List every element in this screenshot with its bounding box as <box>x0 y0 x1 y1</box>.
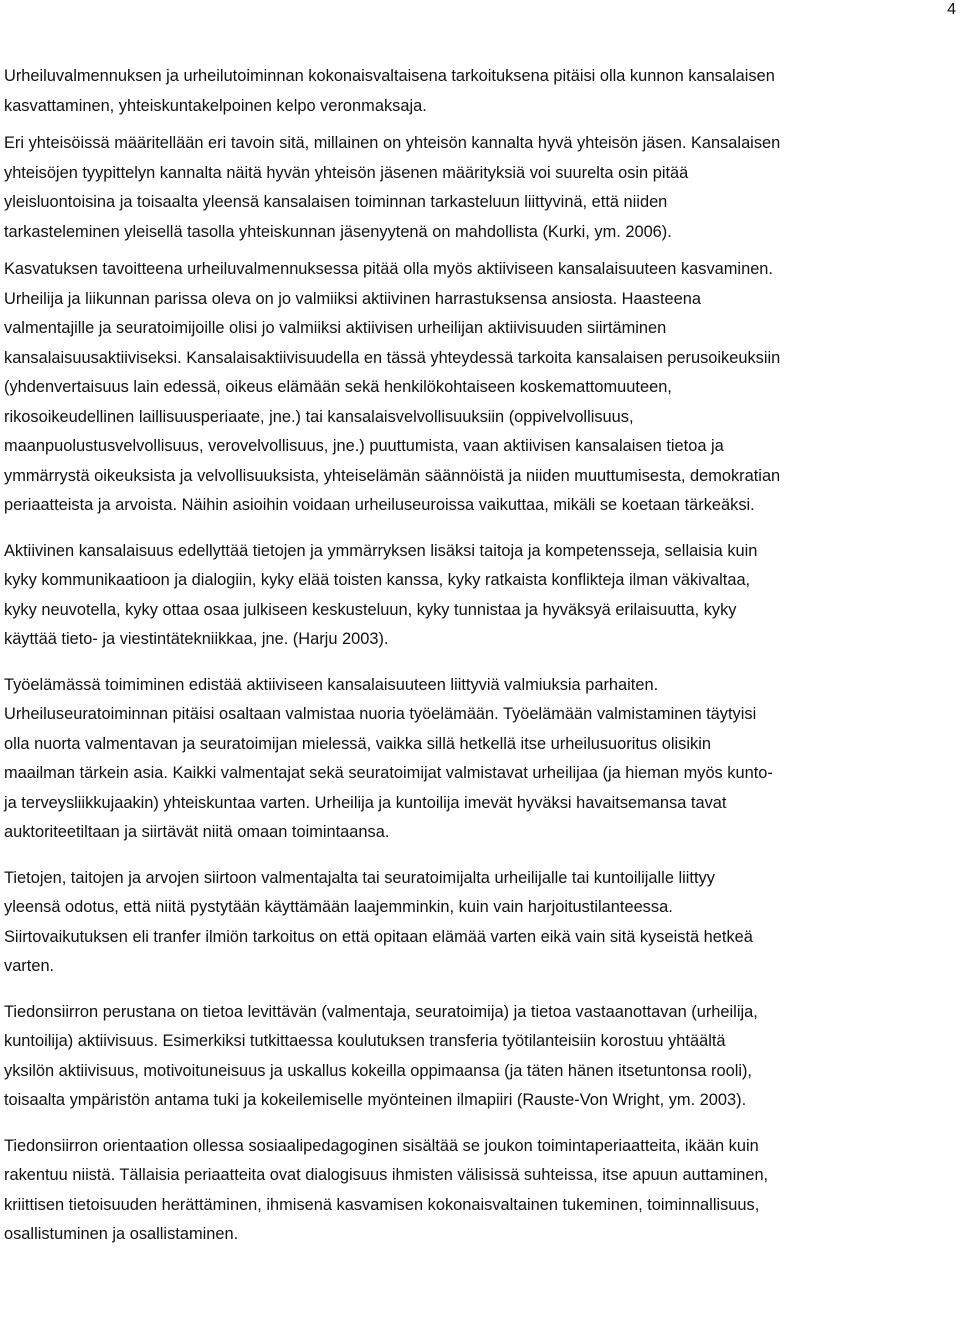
text-line: osallistuminen ja osallistaminen. <box>4 1225 239 1243</box>
paragraph <box>4 671 956 848</box>
text-line: olla nuorta valmentavan ja seuratoimijan mielessä, vaikka sillä hetkellä itse urheilusuoritus olisikin <box>4 734 711 753</box>
text-line: kuntoilija) aktiivisuus. Esimerkiksi tutkittaessa koulutuksen transferia työtilanteisiin korostuu yhtäältä <box>4 1032 726 1050</box>
text-line: toisaalta ympäristön antama tuki ja kokeilemiselle myönteinen ilmapiiri (Rauste-Von Wright, ym. 2003). <box>4 1091 747 1109</box>
text-line: Urheiluvalmennuksen ja urheilutoiminnan kokonaisvaltaisena tarkoituksena pitäisi olla kunnon kansalaisen <box>4 67 775 85</box>
text-line: ja terveysliikkujaakin) yhteiskuntaa varten. Urheilija ja kuntoilija imevät hyväksi havaitsemansa tavat <box>4 793 727 812</box>
text-line: Tiedonsiirron perustana on tietoa levittävän (valmentaja, seuratoimija) ja tietoa vastaanottavan (urheilija, <box>4 1002 758 1021</box>
text-line: yleensä odotus, että niitä pystytään käyttämään laajemminkin, kuin vain harjoitustilanteessa. <box>4 898 673 916</box>
page-number: 4 <box>947 1 956 18</box>
paragraph <box>4 62 956 121</box>
text-line: kyky neuvotella, kyky ottaa osaa julkiseen keskusteluun, kyky tunnistaa ja hyväksyä erilaisuutta, kyky <box>4 600 737 619</box>
text-line: varten. <box>4 957 55 975</box>
text-line: rikosoikeudellinen laillisuusperiaate, jne.) tai kansalaisvelvollisuuksiin (oppivelvollisuus, <box>4 407 634 426</box>
text-line: kyky kommunikaatioon ja dialogiin, kyky elää toisten kanssa, kyky ratkaista konflikteja ilman väkivaltaa, <box>4 571 751 589</box>
text-line: rakentuu niistä. Tällaisia periaatteita ovat dialogisuus ihmisten välisissä suhteissa, itse apuun auttaminen, <box>4 1166 769 1184</box>
text-line: maanpuolustusvelvollisuus, verovelvollisuus, jne.) puuttumista, vaan aktiivisen kansalaisen tietoa ja <box>4 437 724 455</box>
paragraph <box>4 1132 956 1250</box>
text-line: tarkasteleminen yleisellä tasolla yhteiskunnan jäsenyytenä on mahdollista (Kurki, ym. 2006). <box>4 222 672 241</box>
text-line: yksilön aktiivisuus, motivoituneisuus ja uskallus kokeilla oppimaansa (ja täten hänen itsetuntonsa rooli), <box>4 1061 752 1080</box>
text-line: valmentajille ja seuratoimijoille olisi jo valmiiksi aktiivisen urheilijan aktiivisuuden siirtäminen <box>4 319 667 337</box>
text-line: Tietojen, taitojen ja arvojen siirtoon valmentajalta tai seuratoimijalta urheilijalle tai kuntoilijalle liittyy <box>4 868 715 887</box>
text-line: kasvattaminen, yhteiskuntakelpoinen kelpo veronmaksaja. <box>4 96 427 115</box>
text-line: yleisluontoisina ja toisaalta yleensä kansalaisen toiminnan tarkasteluun liittyvinä, että niiden <box>4 193 668 211</box>
text-line: auktoriteetiltaan ja siirtävät niitä omaan toimintaansa. <box>4 823 390 841</box>
text-line: Urheiluseuratoiminnan pitäisi osaltaan valmistaa nuoria työelämään. Työelämään valmistaminen täytyisi <box>4 705 757 723</box>
paragraph <box>4 129 956 247</box>
text-line: periaatteista ja arvoista. Näihin asioihin voidaan urheiluseuroissa vaikuttaa, mikäli se koetaan tärkeäksi. <box>4 496 755 514</box>
text-line: Kasvatuksen tavoitteena urheiluvalmennuksessa pitää olla myös aktiiviseen kansalaisuuteen kasvaminen. <box>4 260 773 278</box>
text-line: maailman tärkein asia. Kaikki valmentajat sekä seuratoimijat valmistavat urheilijaa (ja hieman myös kunto- <box>4 764 773 782</box>
paragraph <box>4 537 956 655</box>
paragraph <box>4 998 956 1116</box>
text-line: yhteisöjen tyypittelyn kannalta näitä hyvän yhteisön jäsenen määrityksiä voi suurelta osin pitää <box>4 163 689 182</box>
text-line: Urheilija ja liikunnan parissa oleva on jo valmiiksi aktiivinen harrastuksensa ansiosta. Haasteena <box>4 289 701 308</box>
text-line: Aktiivinen kansalaisuus edellyttää tietojen ja ymmärryksen lisäksi taitoja ja kompetensseja, sellaisia kuin <box>4 541 758 560</box>
paragraph <box>4 255 956 521</box>
text-line: kriittisen tietoisuuden herättäminen, ihmisenä kasvamisen kokonaisvaltainen tukeminen, toiminnallisuus, <box>4 1195 760 1214</box>
text-line: (yhdenvertaisuus lain edessä, oikeus elämään sekä henkilökohtaiseen koskemattomuuteen, <box>4 378 672 396</box>
text-line: Työelämässä toimiminen edistää aktiiviseen kansalaisuuteen liittyviä valmiuksia parhaiten. <box>4 675 659 694</box>
text-line: Eri yhteisöissä määritellään eri tavoin sitä, millainen on yhteisön kannalta hyvä yhteisön jäsen. Kansalaisen <box>4 134 781 152</box>
text-line: kansalaisuusaktiiviseksi. Kansalaisaktiivisuudella en tässä yhteydessä tarkoita kansalaisen perusoikeuksiin <box>4 348 781 367</box>
text-line: Tiedonsiirron orientaation ollessa sosiaalipedagoginen sisältää se joukon toimintaperiaatteita, ikään kuin <box>4 1136 759 1155</box>
text-line: Siirtovaikutuksen eli tranfer ilmiön tarkoitus on että opitaan elämää varten eikä vain sitä kyseistä hetkeä <box>4 927 753 946</box>
text-line: käyttää tieto- ja viestintätekniikkaa, jne. (Harju 2003). <box>4 630 389 648</box>
paragraph <box>4 864 956 982</box>
text-line: ymmärrystä oikeuksista ja velvollisuuksista, yhteiselämän säännöistä ja niiden muuttumisesta, demokratian <box>4 466 781 485</box>
document-body <box>4 62 956 1250</box>
